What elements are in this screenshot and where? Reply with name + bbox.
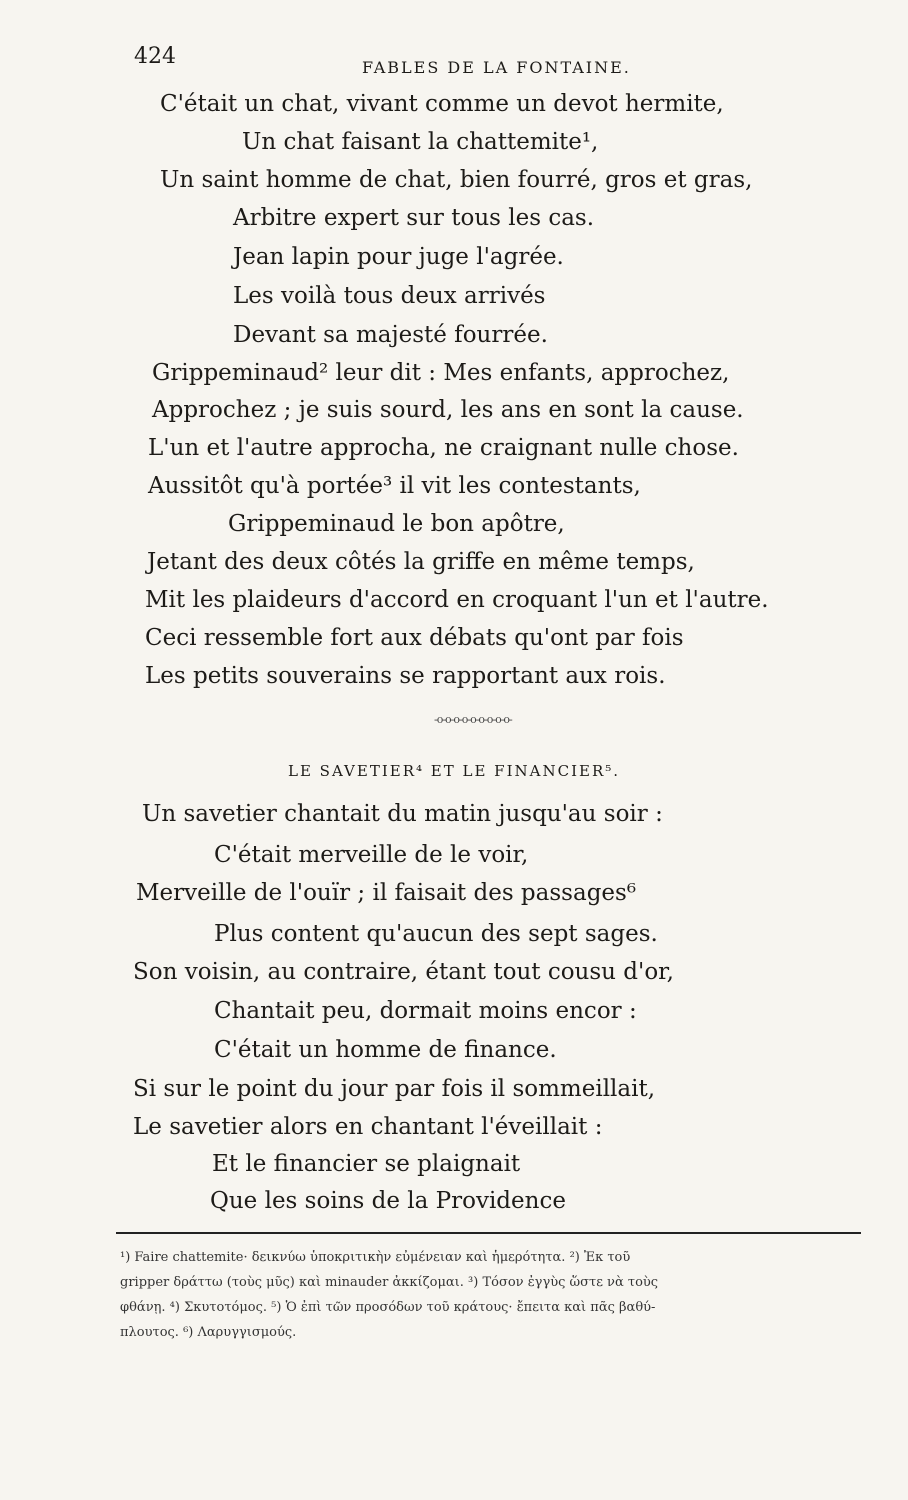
footnote-line: πλουτος. ⁶) Λαρυγγισμούς.	[120, 1325, 297, 1340]
footnotes	[120, 1245, 860, 1345]
verse-line: Merveille de l'ouïr ; il faisait des passages⁶	[136, 880, 637, 906]
verse-line: L'un et l'autre approcha, ne craignant nulle chose.	[148, 435, 739, 461]
verse-line: Devant sa majesté fourrée.	[233, 322, 548, 348]
verse-line: Un savetier chantait du matin jusqu'au soir :	[142, 801, 663, 827]
verse-line: Le savetier alors en chantant l'éveillait :	[133, 1114, 603, 1140]
verse-line: Les petits souverains se rapportant aux rois.	[145, 663, 666, 689]
verse-line: C'était un homme de finance.	[214, 1037, 557, 1063]
verse-line: Plus content qu'aucun des sept sages.	[214, 921, 658, 947]
verse-line: Et le financier se plaignait	[212, 1151, 521, 1177]
verse-line: Un chat faisant la chattemite¹,	[242, 129, 599, 155]
section-ornament: -o-o-o-o-o-o-o-o-o-	[434, 713, 512, 726]
verse-line: Les voilà tous deux arrivés	[233, 283, 546, 309]
running-title: FABLES DE LA FONTAINE.	[362, 58, 631, 77]
footnote-rule	[116, 1232, 861, 1234]
fable-title: LE SAVETIER⁴ ET LE FINANCIER⁵.	[288, 762, 621, 780]
verse-line: Jean lapin pour juge l'agrée.	[233, 244, 564, 270]
verse-line: Que les soins de la Providence	[210, 1188, 566, 1214]
verse-line: Son voisin, au contraire, étant tout cousu d'or,	[133, 959, 674, 985]
verse-line: Si sur le point du jour par fois il sommeillait,	[133, 1076, 656, 1102]
verse-line: Aussitôt qu'à portée³ il vit les contestants,	[148, 473, 641, 499]
footnote-line: φθάνῃ. ⁴) Σκυτοτόμος. ⁵) Ὁ ἐπὶ τῶν προσόδων τοῦ κράτους· ἔπειτα καὶ πᾶς βαθύ-	[120, 1300, 656, 1315]
verse-line: Ceci ressemble fort aux débats qu'ont par fois	[145, 625, 684, 651]
footnote-line: gripper δράττω (τοὺς μῦς) καὶ minauder ἀκκίζομαι. ³) Τόσον ἐγγὺς ὥστε νὰ τοὺς	[120, 1275, 659, 1290]
verse-line: Un saint homme de chat, bien fourré, gros et gras,	[160, 167, 753, 193]
verse-line: Grippeminaud² leur dit : Mes enfants, approchez,	[152, 360, 730, 386]
verse-line: C'était un chat, vivant comme un devot hermite,	[160, 91, 724, 117]
verse-line: Arbitre expert sur tous les cas.	[233, 205, 595, 231]
verse-line: Grippeminaud le bon apôtre,	[228, 511, 565, 537]
page-number: 424	[134, 44, 176, 69]
verse-line: Mit les plaideurs d'accord en croquant l'un et l'autre.	[145, 587, 769, 613]
verse-line: C'était merveille de le voir,	[214, 842, 529, 868]
verse-line: Approchez ; je suis sourd, les ans en sont la cause.	[152, 397, 744, 423]
verse-line: Chantait peu, dormait moins encor :	[214, 998, 637, 1024]
footnote-line: ¹) Faire chattemite· δεικνύω ὑποκριτικὴν εὐμένειαν καὶ ἡμερότητα. ²) Ἐκ τοῦ	[120, 1250, 631, 1265]
verse-line: Jetant des deux côtés la griffe en même temps,	[147, 549, 695, 575]
